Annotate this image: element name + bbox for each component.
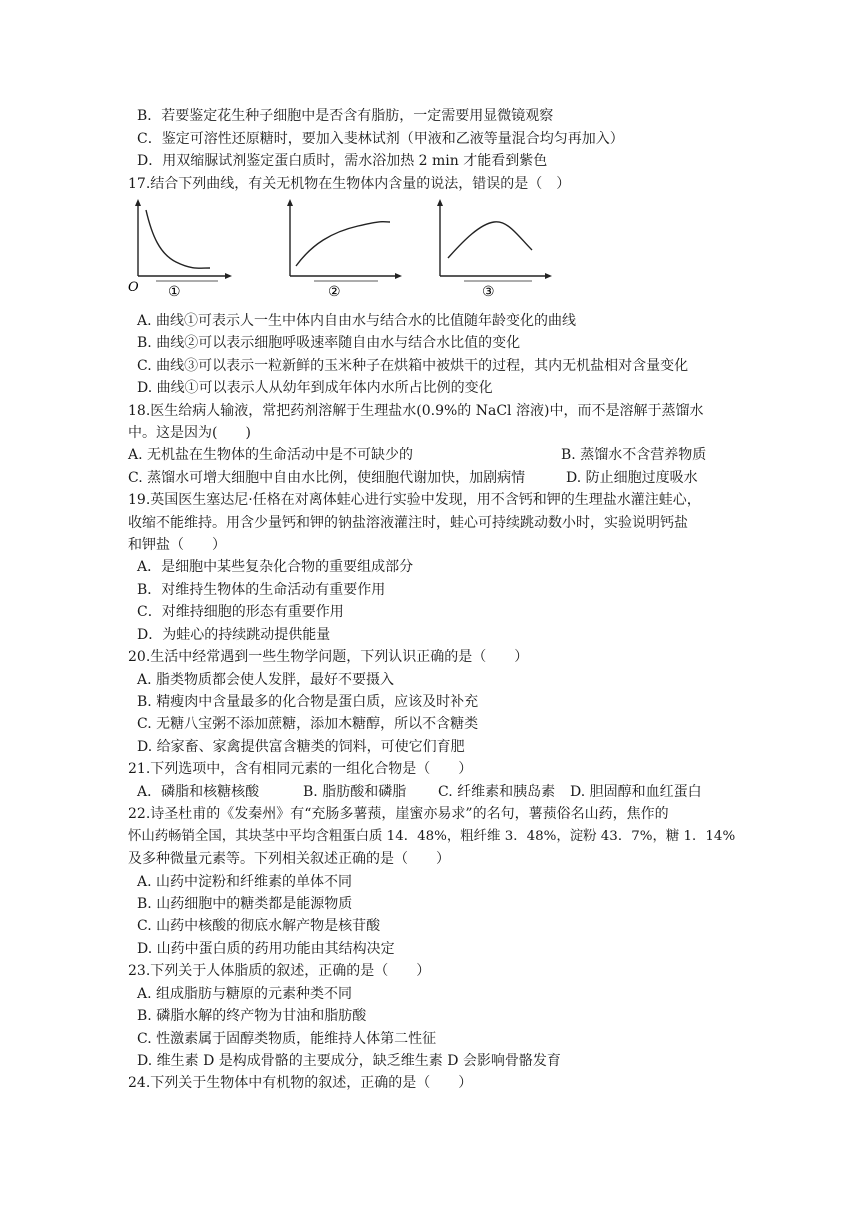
curve-graph-1 [128, 196, 238, 308]
q17-option-d: D. 曲线①可以表示人从幼年到成年体内水所占比例的变化 [137, 380, 493, 396]
q18-option-b: B. 蒸馏水不含营养物质 [561, 447, 707, 463]
q23-stem: 23.下列关于人体脂质的叙述，正确的是（ ） [128, 963, 431, 979]
q19-option-b: B．对维持生物体的生命活动有重要作用 [137, 582, 386, 598]
q23-option-b: B. 磷脂水解的终产物为甘油和脂肪酸 [137, 1008, 367, 1024]
q22-stem-line1: 22.诗圣杜甫的《发秦州》有“充肠多薯蓣，崖蜜亦易求”的名句，薯蓣俗名山药，焦作的 [128, 806, 669, 822]
graph3-label: ③ [482, 284, 495, 300]
q18-option-d: D. 防止细胞过度吸水 [566, 470, 698, 486]
graph1-label: ① [168, 284, 181, 300]
q19-stem-line3: 和钾盐（ ） [128, 537, 226, 553]
q22-option-b: B. 山药细胞中的糖类都是能源物质 [137, 896, 353, 912]
q19-stem-line2: 收缩不能维持。用含少量钙和钾的钠盐溶液灌注时，蛙心可持续跳动数小时，实验说明钙盐 [128, 515, 688, 531]
q21-stem: 21.下列选项中，含有相同元素的一组化合物是（ ） [128, 761, 473, 777]
q17-option-c: C. 曲线③可以表示一粒新鲜的玉米种子在烘箱中被烘干的过程，其内无机盐相对含量变化 [137, 358, 689, 374]
q18-option-c: C. 蒸馏水可增大细胞中自由水比例，使细胞代谢加快，加剧病情 [128, 470, 526, 486]
q19-stem-line1: 19.英国医生塞达尼·任格在对离体蛙心进行实验中发现，用不含钙和钾的生理盐水灌注蛙心， [128, 492, 701, 508]
q21-option-b: B. 脂肪酸和磷脂 [303, 784, 407, 800]
graph1-origin-label: O [128, 280, 139, 295]
q20-option-c: C. 无糖八宝粥不添加蔗糖，添加木糖醇，所以不含糖类 [137, 716, 479, 732]
q21-option-a: A．磷脂和核糖核酸 [137, 784, 260, 800]
curve-graph-3 [428, 196, 558, 308]
q22-option-d: D. 山药中蛋白质的药用功能由其结构决定 [137, 941, 395, 957]
q18-stem-line1: 18.医生给病人输液，常把药剂溶解于生理盐水(0.9%的 NaCl 溶液)中，而不是溶解于蒸馏水 [128, 403, 704, 419]
q20-option-d: D. 给家畜、家禽提供富含糖类的饲料，可使它们育肥 [137, 739, 465, 755]
graph2-label: ② [328, 284, 341, 300]
q17-stem: 17.结合下列曲线，有关无机物在生物体内含量的说法，错误的是（ ） [128, 176, 571, 192]
curve-graph-2 [278, 196, 408, 308]
q16-option-d: D．用双缩脲试剂鉴定蛋白质时，需水浴加热 2 min 才能看到紫色 [137, 153, 548, 169]
q22-option-a: A. 山药中淀粉和纤维素的单体不同 [137, 874, 353, 890]
q22-stem-line3: 及多种微量元素等。下列相关叙述正确的是（ ） [128, 851, 450, 867]
q20-option-a: A. 脂类物质都会使人发胖，最好不要摄入 [137, 672, 395, 688]
q20-option-b: B. 精瘦肉中含量最多的化合物是蛋白质，应该及时补充 [137, 694, 479, 710]
q16-option-b: B．若要鉴定花生种子细胞中是否含有脂肪，一定需要用显微镜观察 [137, 108, 554, 124]
q17-curve-figures [128, 196, 608, 308]
q17-option-b: B. 曲线②可以表示细胞呼吸速率随自由水与结合水比值的变化 [137, 335, 521, 351]
q19-option-d: D．为蛙心的持续跳动提供能量 [137, 627, 331, 643]
q23-option-a: A. 组成脂肪与糖原的元素种类不同 [137, 986, 353, 1002]
q17-option-a: A. 曲线①可表示人一生中体内自由水与结合水的比值随年龄变化的曲线 [137, 313, 577, 329]
q19-option-a: A．是细胞中某些复杂化合物的重要组成部分 [137, 559, 414, 575]
q22-option-c: C. 山药中核酸的彻底水解产物是核苷酸 [137, 918, 381, 934]
q24-stem: 24.下列关于生物体中有机物的叙述，正确的是（ ） [128, 1075, 473, 1091]
q18-option-a: A. 无机盐在生物体的生命活动中是不可缺少的 [128, 447, 414, 463]
q18-stem-line2: 中。这是因为( ) [128, 425, 251, 441]
q19-option-c: C．对维持细胞的形态有重要作用 [137, 604, 344, 620]
q21-option-d: D. 胆固醇和血红蛋白 [570, 784, 702, 800]
q20-stem: 20.生活中经常遇到一些生物学问题，下列认识正确的是（ ） [128, 649, 529, 665]
q21-option-c: C. 纤维素和胰岛素 [438, 784, 556, 800]
q23-option-d: D. 维生素 D 是构成骨骼的主要成分，缺乏维生素 D 会影响骨骼发育 [137, 1053, 561, 1069]
q23-option-c: C. 性激素属于固醇类物质，能维持人体第二性征 [137, 1031, 437, 1047]
q16-option-c: C．鉴定可溶性还原糖时，要加入斐林试剂（甲液和乙液等量混合均匀再加入） [137, 131, 624, 147]
q22-stem-line2: 怀山药畅销全国，其块茎中平均含粗蛋白质 14．48%，粗纤维 3．48%，淀粉 43．7%，糖 1．14% [128, 829, 736, 844]
